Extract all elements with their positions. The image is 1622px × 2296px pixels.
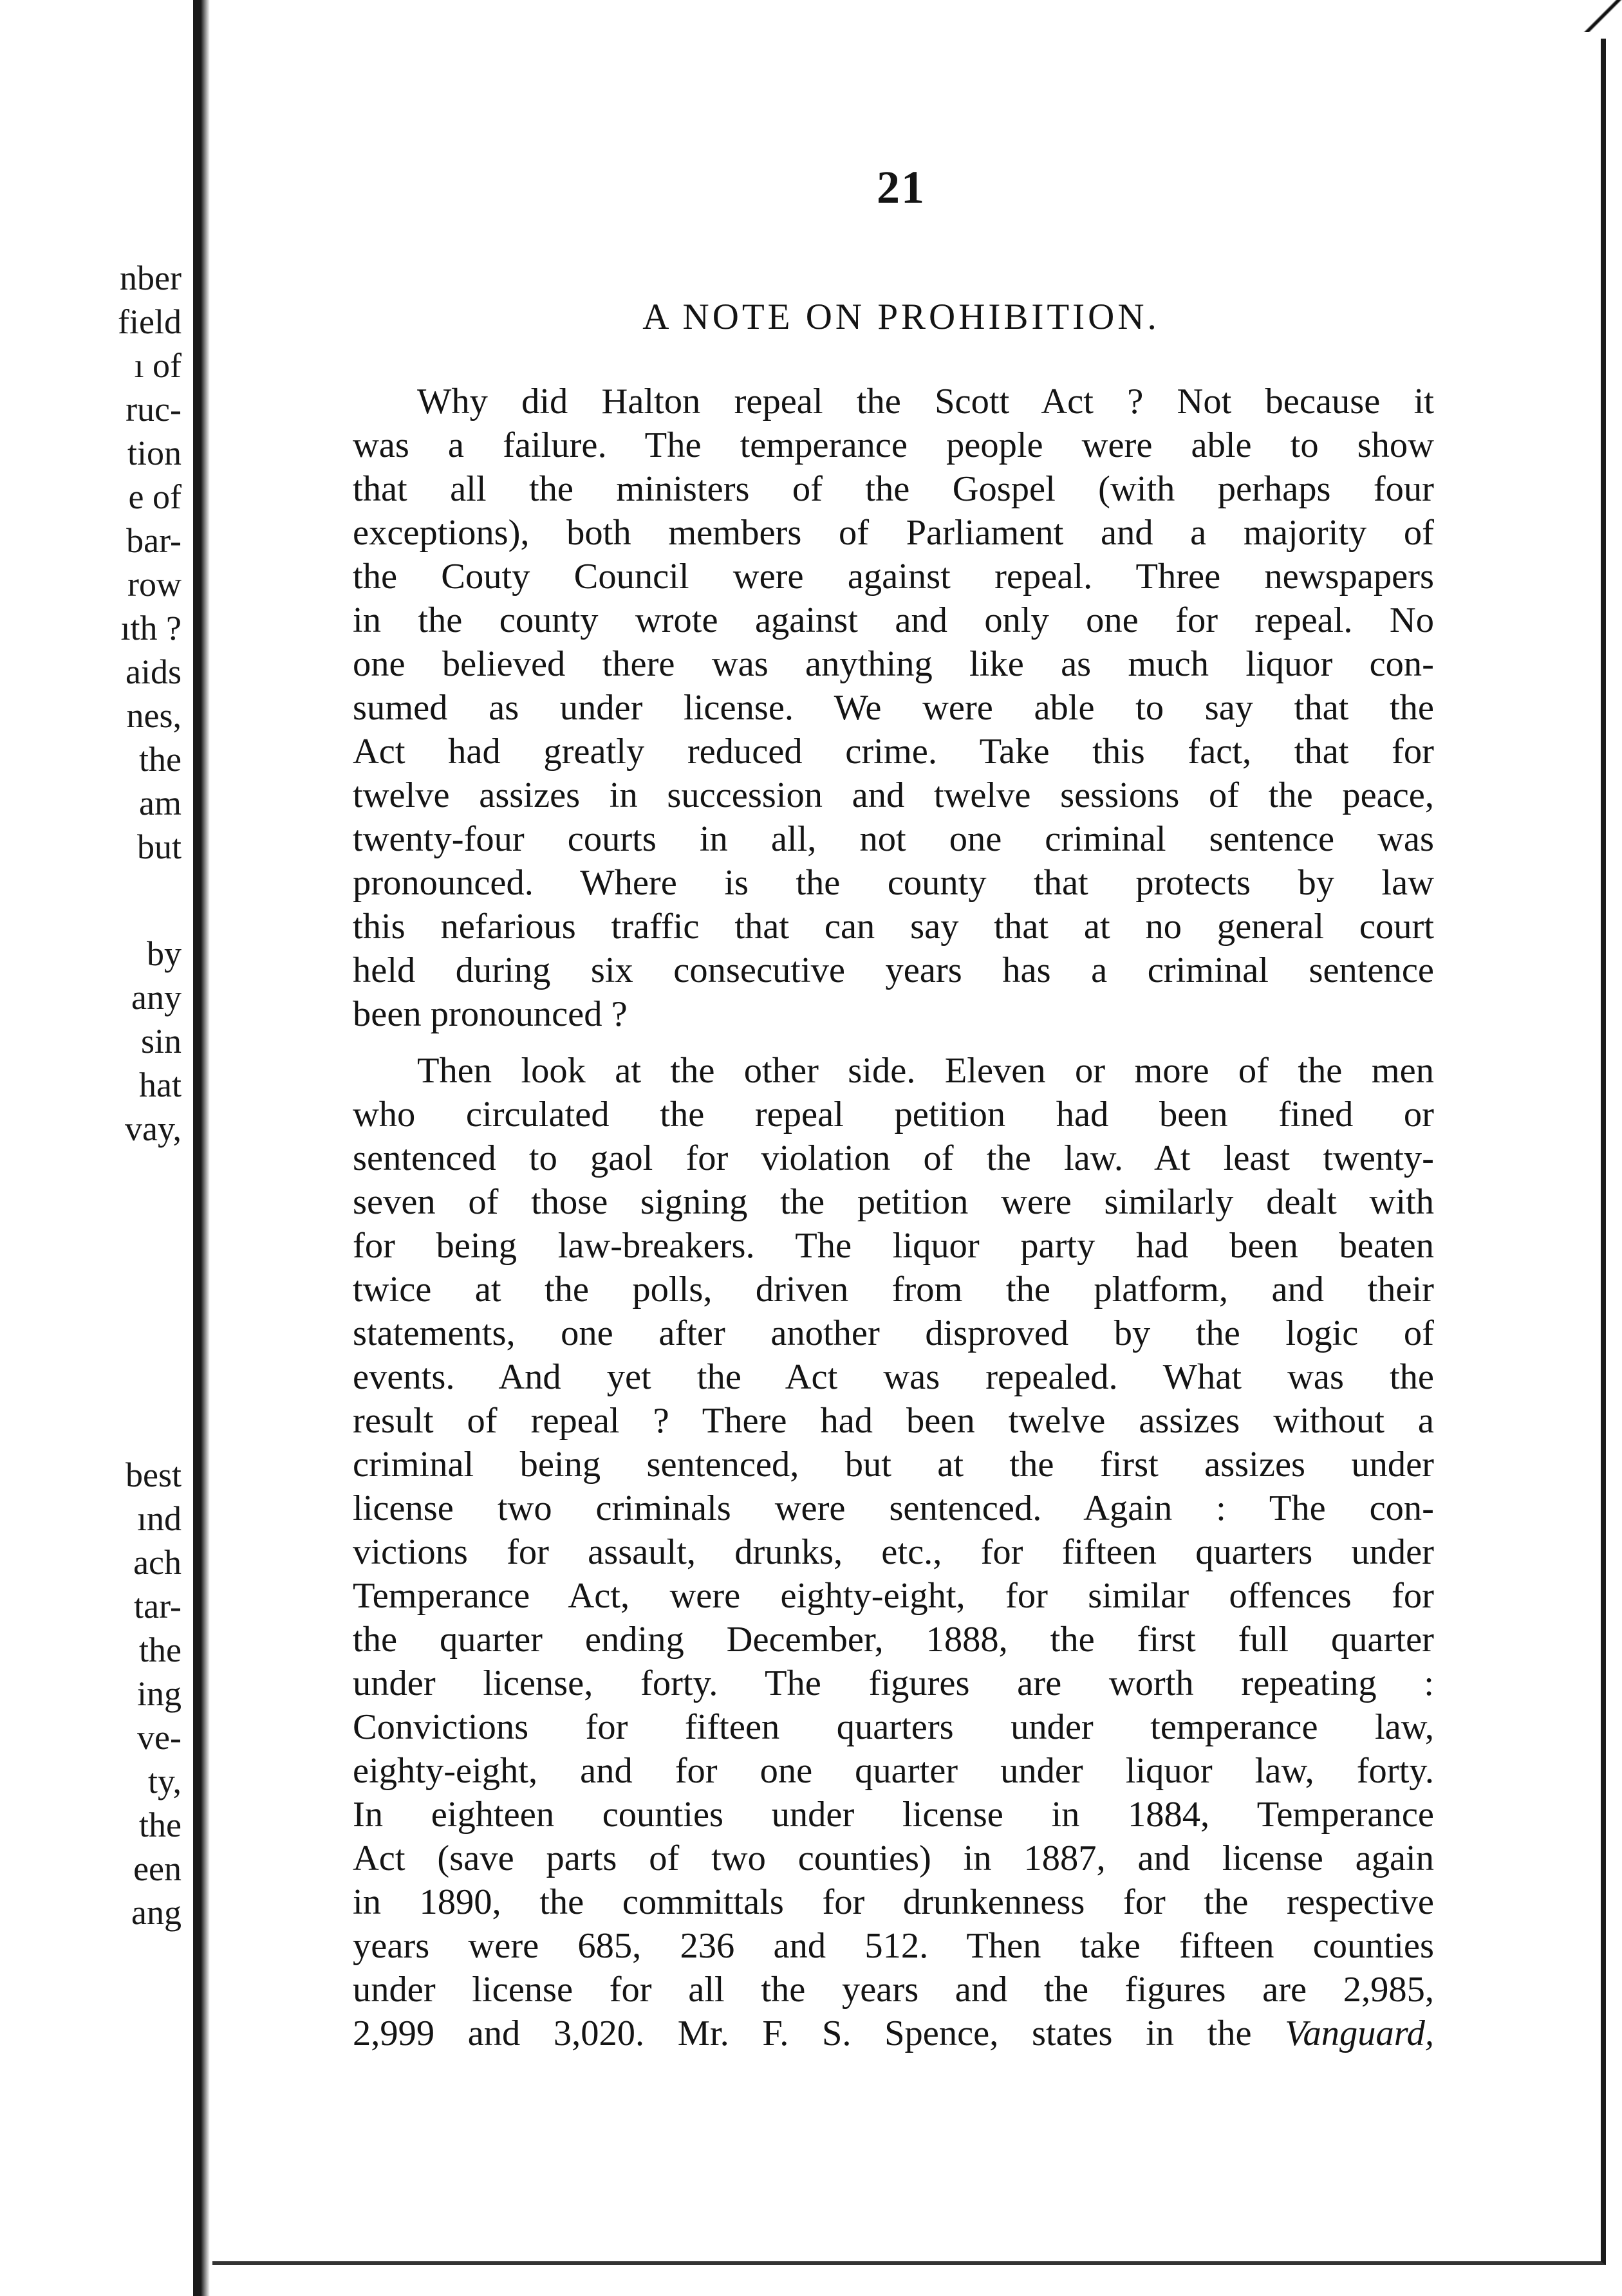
article-title: A NOTE ON PROHIBITION. — [642, 297, 1160, 337]
facing-page-text-fragment: bar- — [126, 521, 182, 560]
facing-page-text-fragment: ty, — [148, 1762, 182, 1801]
text-line: statements, one after another disproved by the logic of — [353, 1313, 1434, 1353]
facing-page-text-fragment: field — [118, 302, 182, 341]
facing-page-fragment — [0, 0, 193, 2296]
text-line: been pronounced ? — [353, 994, 628, 1034]
text-line: was a failure. The temperance people were able to show — [353, 425, 1434, 465]
facing-page-text-fragment: the — [139, 1806, 182, 1844]
facing-page-text-fragment: sin — [140, 1022, 182, 1060]
text-line: one believed there was anything like as much liquor con- — [353, 644, 1434, 684]
facing-page-text-fragment: e of — [128, 477, 182, 516]
text-line: Why did Halton repeal the Scott Act ? Not because it — [417, 382, 1434, 421]
text-line: criminal being sentenced, but at the first assizes under — [353, 1445, 1434, 1485]
text-line: for being law-breakers. The liquor party had been beaten — [353, 1226, 1434, 1266]
text-line: under license, forty. The figures are worth repeating : — [353, 1663, 1434, 1703]
facing-page-text-fragment: ruc- — [126, 390, 182, 429]
scan-corner-mark — [1583, 0, 1622, 32]
facing-page-text-fragment: nber — [120, 259, 182, 297]
text-line: victions for assault, drunks, etc., for fifteen quarters under — [353, 1532, 1434, 1572]
facing-page-text-fragment: best — [126, 1456, 182, 1494]
text-line: the quarter ending December, 1888, the first full quarter — [353, 1620, 1434, 1660]
facing-page-text-fragment: the — [139, 740, 182, 779]
text-line: Act had greatly reduced crime. Take this fact, that for — [353, 732, 1434, 772]
text-line: eighty-eight, and for one quarter under liquor law, forty. — [353, 1751, 1434, 1791]
text-line: pronounced. Where is the county that protects by law — [353, 863, 1434, 903]
text-line: the Couty Council were against repeal. Three newspapers — [353, 557, 1434, 597]
text-line: In eighteen counties under license in 1884, Temperance — [353, 1795, 1434, 1835]
text-line: in 1890, the committals for drunkenness for the respective — [353, 1882, 1434, 1922]
text-line: held during six consecutive years has a criminal sentence — [353, 950, 1434, 990]
facing-page-text-fragment: any — [131, 978, 182, 1017]
facing-page-text-fragment: but — [136, 828, 182, 866]
text-line: events. And yet the Act was repealed. What was the — [353, 1357, 1434, 1397]
text-line: in the county wrote against and only one for repeal. No — [353, 600, 1434, 640]
facing-page-text-fragment: een — [133, 1849, 182, 1888]
facing-page-text-fragment: aids — [126, 653, 182, 691]
text-line: who circulated the repeal petition had been fined or — [353, 1095, 1434, 1134]
facing-page-text-fragment: nes, — [126, 696, 182, 735]
facing-page-text-fragment: ıth ? — [120, 609, 182, 647]
text-line: result of repeal ? There had been twelve assizes without a — [353, 1401, 1434, 1441]
text-line: Convictions for fifteen quarters under temperance law, — [353, 1707, 1434, 1747]
text-line: that all the ministers of the Gospel (with perhaps four — [353, 469, 1434, 509]
facing-page-text-fragment: vay, — [125, 1109, 182, 1148]
text-line: sentenced to gaol for violation of the law. At least twenty- — [353, 1138, 1434, 1178]
text-line: under license for all the years and the figures are 2,985, — [353, 1970, 1434, 2010]
text-line: this nefarious traffic that can say that at no general court — [353, 907, 1434, 947]
facing-page-text-fragment: row — [127, 565, 182, 604]
facing-page-text-fragment: ach — [133, 1543, 182, 1582]
facing-page-text-fragment: ınd — [136, 1499, 182, 1538]
facing-page-text-fragment: ing — [136, 1674, 182, 1713]
text-line: sumed as under license. We were able to say that the — [353, 688, 1434, 728]
facing-page-text-fragment: ı of — [134, 346, 182, 385]
facing-page-text-fragment: tar- — [134, 1587, 182, 1625]
facing-page-text-fragment: tion — [127, 434, 182, 472]
text-line: exceptions), both members of Parliament and a majority of — [353, 513, 1434, 553]
facing-page-text-fragment: hat — [139, 1066, 182, 1104]
facing-page-text-fragment: am — [139, 784, 182, 822]
facing-page-text-fragment: ve- — [137, 1718, 182, 1757]
text-line: twice at the polls, driven from the platform, and their — [353, 1270, 1434, 1310]
text-line: twelve assizes in succession and twelve sessions of the peace, — [353, 775, 1434, 815]
text-line: 2,999 and 3,020. Mr. F. S. Spence, states in the Vanguard, — [353, 2014, 1434, 2053]
page-number: 21 — [877, 162, 926, 213]
facing-page-text-fragment: ang — [131, 1893, 182, 1932]
text-line: seven of those signing the petition were similarly dealt with — [353, 1182, 1434, 1222]
text-line: Act (save parts of two counties) in 1887, and license again — [353, 1838, 1434, 1878]
paragraph-1 — [353, 380, 1434, 1036]
text-line: years were 685, 236 and 512. Then take fifteen counties — [353, 1926, 1434, 1966]
text-line: twenty-four courts in all, not one criminal sentence was — [353, 819, 1434, 859]
text-line: Then look at the other side. Eleven or more of the men — [417, 1051, 1434, 1091]
facing-page-text-fragment: the — [139, 1631, 182, 1669]
text-line: Temperance Act, were eighty-eight, for similar offences for — [353, 1576, 1434, 1616]
publication-name: Vanguard, — [1285, 2014, 1434, 2053]
facing-page-text-fragment: by — [147, 934, 182, 973]
paragraph-2 — [353, 1049, 1434, 2055]
text-line: license two criminals were sentenced. Again : The con- — [353, 1488, 1434, 1528]
